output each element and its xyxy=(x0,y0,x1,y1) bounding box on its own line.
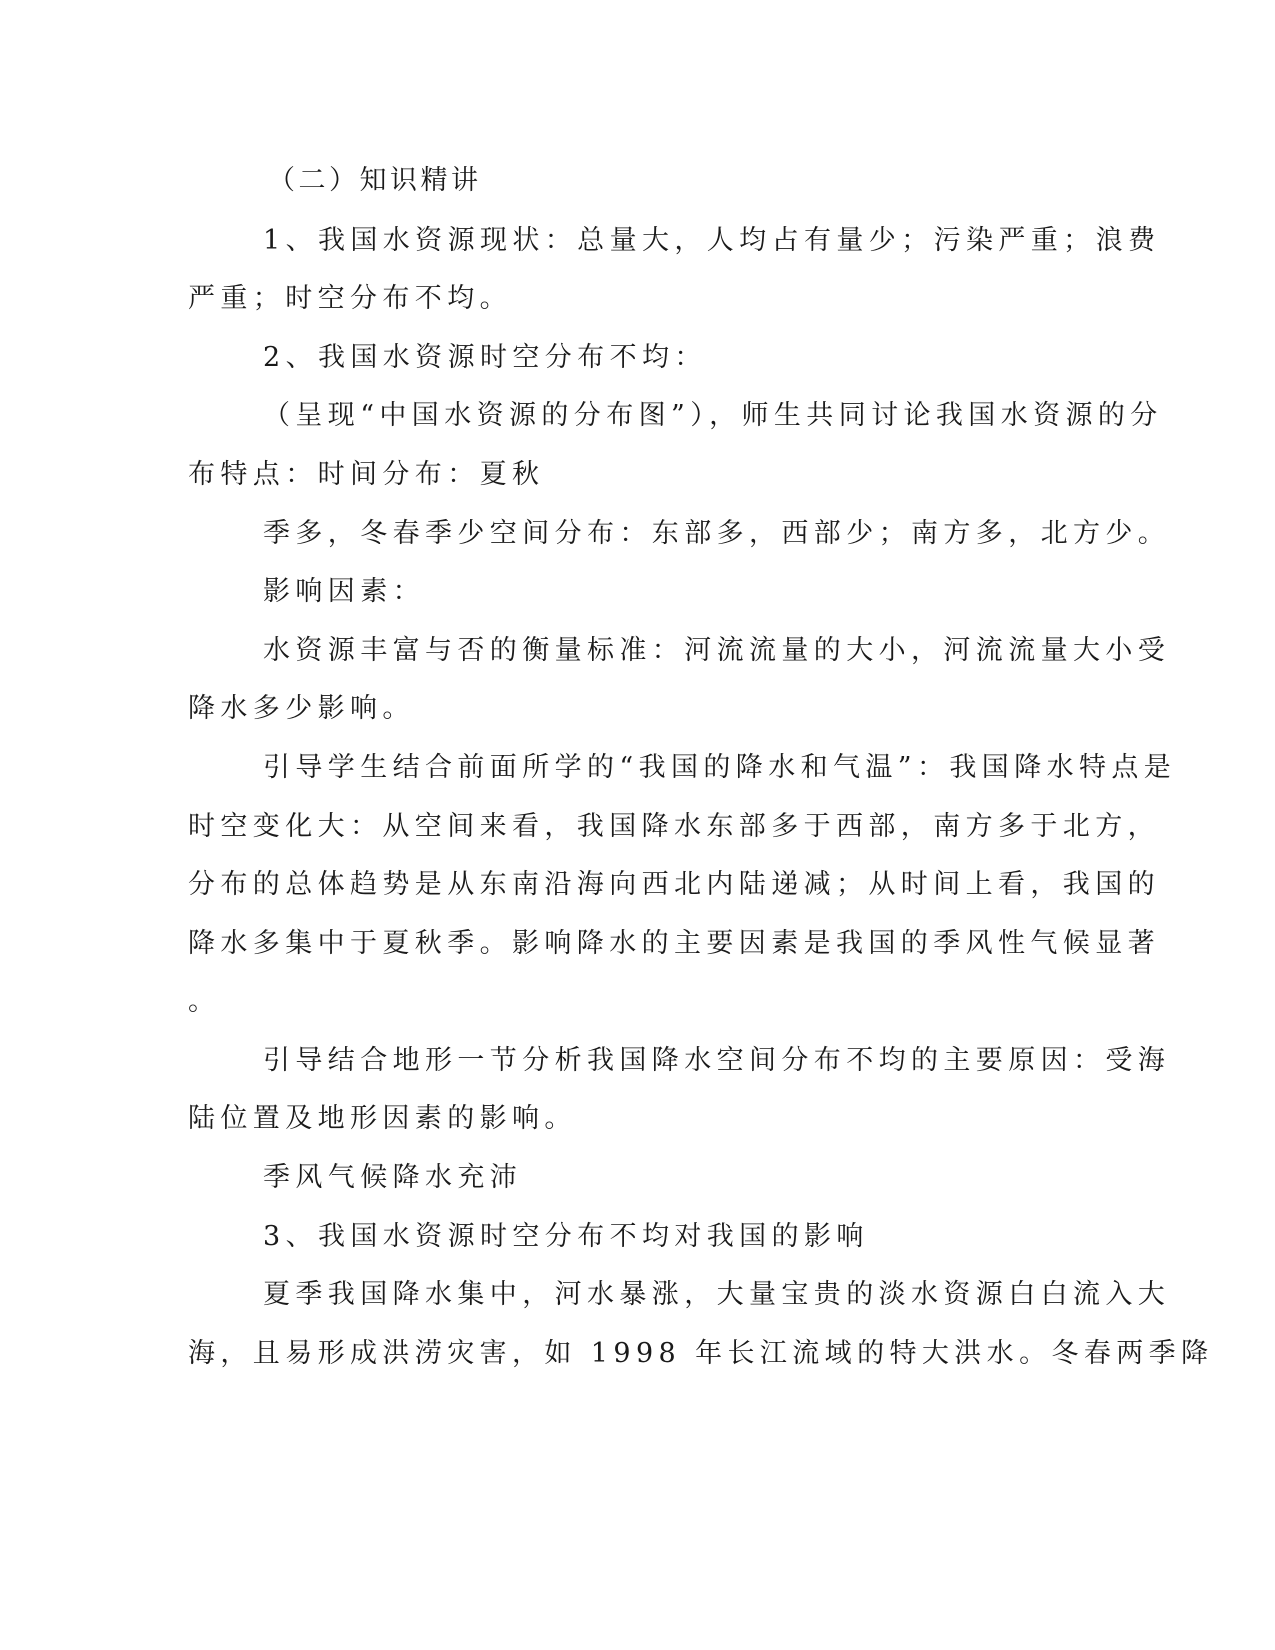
paragraph-line: 分布的总体趋势是从东南沿海向西北内陆递减；从时间上看，我国的 xyxy=(188,869,1160,900)
paragraph-line: 陆位置及地形因素的影响。 xyxy=(188,1103,577,1134)
paragraph-line: 水资源丰富与否的衡量标准：河流流量的大小，河流流量大小受 xyxy=(263,635,1171,666)
paragraph-line: 严重；时空分布不均。 xyxy=(188,283,512,314)
paragraph-line: 3、我国水资源时空分布不均对我国的影响 xyxy=(263,1221,869,1252)
paragraph-line: 影响因素： xyxy=(263,576,425,607)
paragraph-line: 。 xyxy=(188,986,221,1017)
paragraph-line: 夏季我国降水集中，河水暴涨，大量宝贵的淡水资源白白流入大 xyxy=(263,1279,1171,1310)
section-heading: （二）知识精讲 xyxy=(268,165,482,196)
paragraph-line: 2、我国水资源时空分布不均： xyxy=(263,342,707,373)
paragraph-line: 1、我国水资源现状：总量大，人均占有量少；污染严重；浪费 xyxy=(263,225,1161,256)
paragraph-line: 降水多少影响。 xyxy=(188,693,415,724)
paragraph-line: 布特点：时间分布：夏秋 xyxy=(188,459,545,490)
paragraph-line: 海，且易形成洪涝灾害，如 1998 年长江流域的特大洪水。冬春两季降 xyxy=(188,1338,1214,1369)
paragraph-line: 季风气候降水充沛 xyxy=(263,1162,523,1193)
paragraph-line: 引导结合地形一节分析我国降水空间分布不均的主要原因：受海 xyxy=(263,1045,1171,1076)
paragraph-line: 季多，冬春季少空间分布：东部多，西部少；南方多，北方少。 xyxy=(263,518,1171,549)
paragraph-line: 时空变化大：从空间来看，我国降水东部多于西部，南方多于北方， xyxy=(188,811,1160,842)
paragraph-line: 降水多集中于夏秋季。影响降水的主要因素是我国的季风性气候显著 xyxy=(188,928,1160,959)
paragraph-line: （呈现“中国水资源的分布图”），师生共同讨论我国水资源的分 xyxy=(263,400,1163,431)
paragraph-line: 引导学生结合前面所学的“我国的降水和气温”：我国降水特点是 xyxy=(263,752,1177,783)
